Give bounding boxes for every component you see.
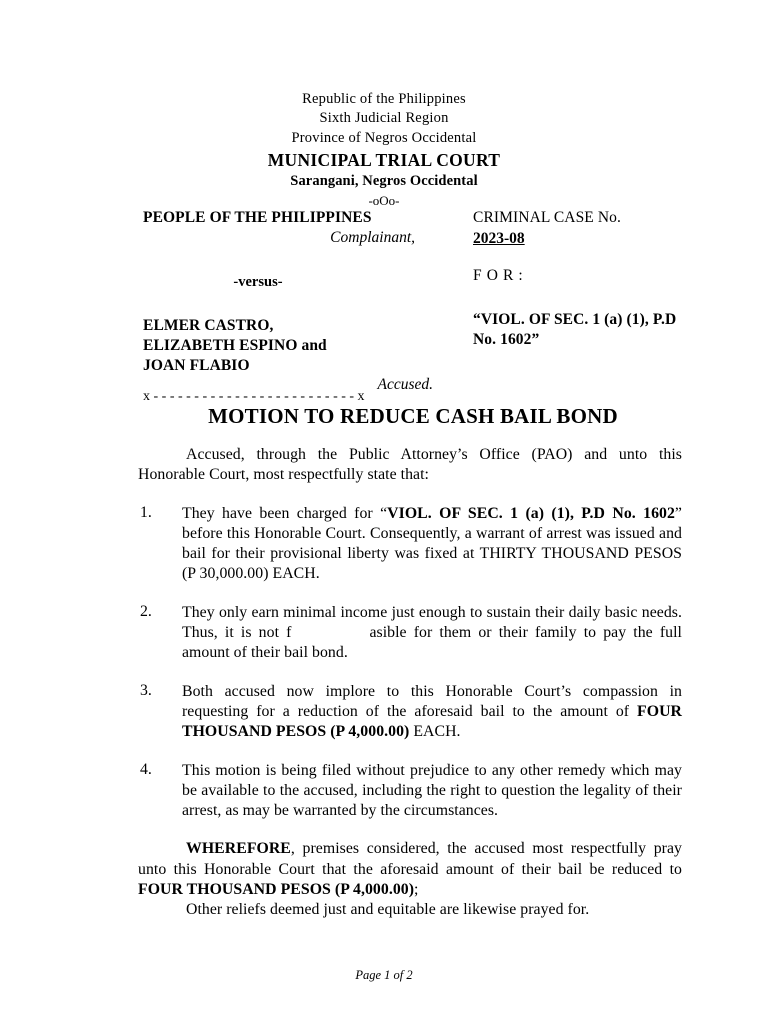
item-1-part-2: ” before this Honorable Court. Consequently, a warrant of arrest was issued and bail for their provisional liberty was fixed at THIRTY THOUSAND PESOS (P 30,000.00) EACH. [182,504,682,583]
charge-description [473,310,688,350]
numbered-item-2 [138,603,682,664]
item-1-part-1: They have been charged for “ [182,504,388,522]
for-label: F O R : [473,266,524,284]
item-1-bold-charge: VIOL. OF SEC. 1 (a) (1), P.D No. 1602 [387,504,675,522]
accused-name-2: ELIZABETH ESPINO and [143,337,327,355]
complainant-name: PEOPLE OF THE PHILIPPINES [143,209,372,226]
intro-paragraph: Accused, through the Public Attorney’s Office (PAO) and unto this Honorable Court, most respectfully state that: [138,446,682,484]
wherefore-paragraph [138,839,682,900]
item-text-1 [182,504,682,585]
charge-line-2: No. 1602” [473,330,540,348]
accused-names [143,316,327,376]
item-2-part-1: They only earn minimal income just enough to sustain their daily basic needs. Thus, it is not f [182,603,682,642]
item-number-3: 3. [140,681,152,699]
numbered-item-4 [138,761,682,822]
wherefore-part-1: , premises considered, the accused most respectfully pray unto this Honorable Court that the aforesaid amount of their bail be reduced to [138,840,682,878]
page-footer: Page 1 of 2 [355,968,413,982]
court-location: Sarangani, Negros Occidental [290,173,478,190]
item-3-bold-amount: FOUR THOUSAND PESOS (P 4,000.00) [182,702,682,741]
caption-separator: x - - - - - - - - - - - - - - - - - - - - - - - - - x [143,390,365,404]
item-text-4: This motion is being filed without prejudice to any other remedy which may be available to the accused, including the right to question the legality of their arrest, as may be warranted by the circumstances. [182,761,682,820]
closing-paragraph: Other reliefs deemed just and equitable are likewise prayed for. [186,901,590,919]
item-2-part-2: asible for them or their family to pay the full amount of their bail bond. [182,624,682,662]
document-title: MOTION TO REDUCE CASH BAIL BOND [208,404,618,428]
item-number-2: 2. [140,602,152,620]
wherefore-part-2: ; [414,881,419,899]
caption-left-column [143,208,433,393]
charge-line-1: “VIOL. OF SEC. 1 (a) (1), P.D [473,310,677,328]
wherefore-bold-amount: FOUR THOUSAND PESOS (P 4,000.00) [138,881,415,899]
accused-name-1: ELMER CASTRO, [143,317,274,334]
header-ornament: -oOo- [368,193,400,209]
item-3-part-2: EACH. [409,723,461,741]
numbered-item-1 [138,504,682,585]
accused-name-3: JOAN FLABIO [143,357,250,375]
accused-role: Accused. [377,376,433,393]
wherefore-lead: WHEREFORE [186,840,291,858]
document-body [138,445,682,921]
case-number-value: 2023-08 [473,229,525,247]
caption-right-column [473,208,688,350]
header-province: Province of Negros Occidental [291,129,477,146]
case-number-label: CRIMINAL CASE No. [473,209,621,226]
item-text-2 [182,603,682,664]
court-header [0,90,768,210]
header-judicial-region: Sixth Judicial Region [319,110,449,127]
case-caption [143,208,677,393]
item-number-1: 1. [140,503,152,521]
complainant-role: Complainant, [330,228,415,246]
header-republic: Republic of the Philippines [302,91,466,107]
numbered-item-3 [138,682,682,743]
item-text-3 [182,682,682,743]
item-3-part-1: Both accused now implore to this Honorable Court’s compassion in requesting for a reduction of the aforesaid bail to the amount of [182,682,682,720]
versus-label: -versus- [233,273,283,290]
court-name: MUNICIPAL TRIAL COURT [267,149,501,170]
item-number-4: 4. [140,760,152,778]
